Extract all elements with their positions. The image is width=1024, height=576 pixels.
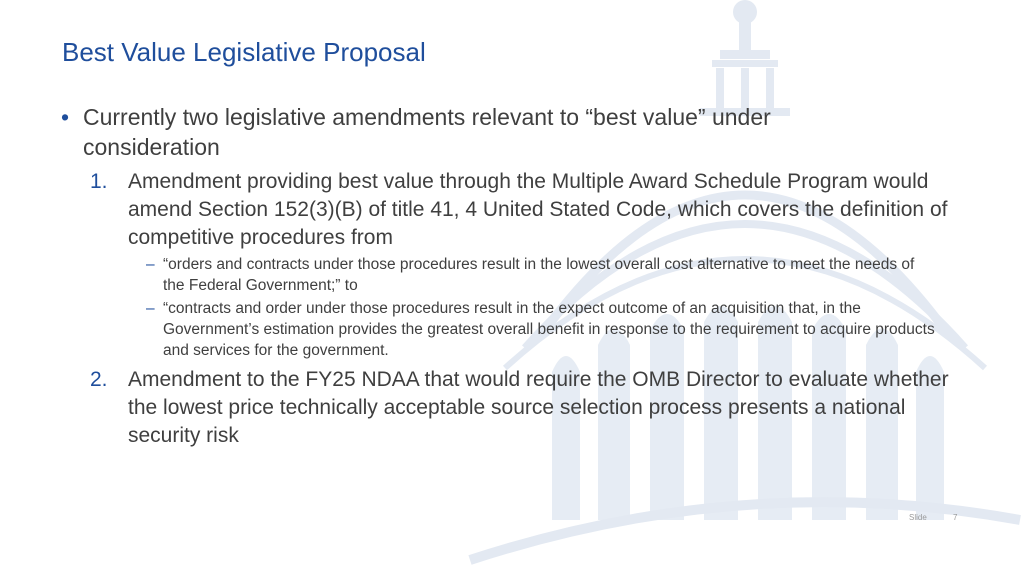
item-text: Amendment to the FY25 NDAA that would require the OMB Director to evaluate whether the lowest price technically acceptable source selection process presents a national security risk (128, 368, 949, 447)
item-text: Amendment providing best value through the Multiple Award Schedule Program would amend Section 152(3)(B) of title 41, 4 United Stated Code, which covers the definition of competitive procedures from (128, 170, 948, 249)
sub-dash: – (146, 256, 155, 273)
footer-page-number: 7 (953, 513, 958, 522)
bullet-marker: • (61, 104, 70, 130)
sub-text: “orders and contracts under those procedures result in the lowest overall cost alternative to meet the needs of the Federal Government;” to (163, 256, 915, 294)
slide-title: Best Value Legislative Proposal (62, 37, 426, 67)
bullet-text: Currently two legislative amendments relevant to “best value” under consideration (83, 104, 771, 160)
sub-dash: – (146, 300, 155, 317)
item-number: 2. (90, 368, 108, 391)
footer-slide-label: Slide (909, 513, 927, 522)
item-number: 1. (90, 170, 108, 193)
sub-text: “contracts and order under those procedures result in the expect outcome of an acquisition that, in the Government’s estimation provides the greatest overall benefit in response to the requirement to acquire products and services for the government. (163, 300, 935, 359)
